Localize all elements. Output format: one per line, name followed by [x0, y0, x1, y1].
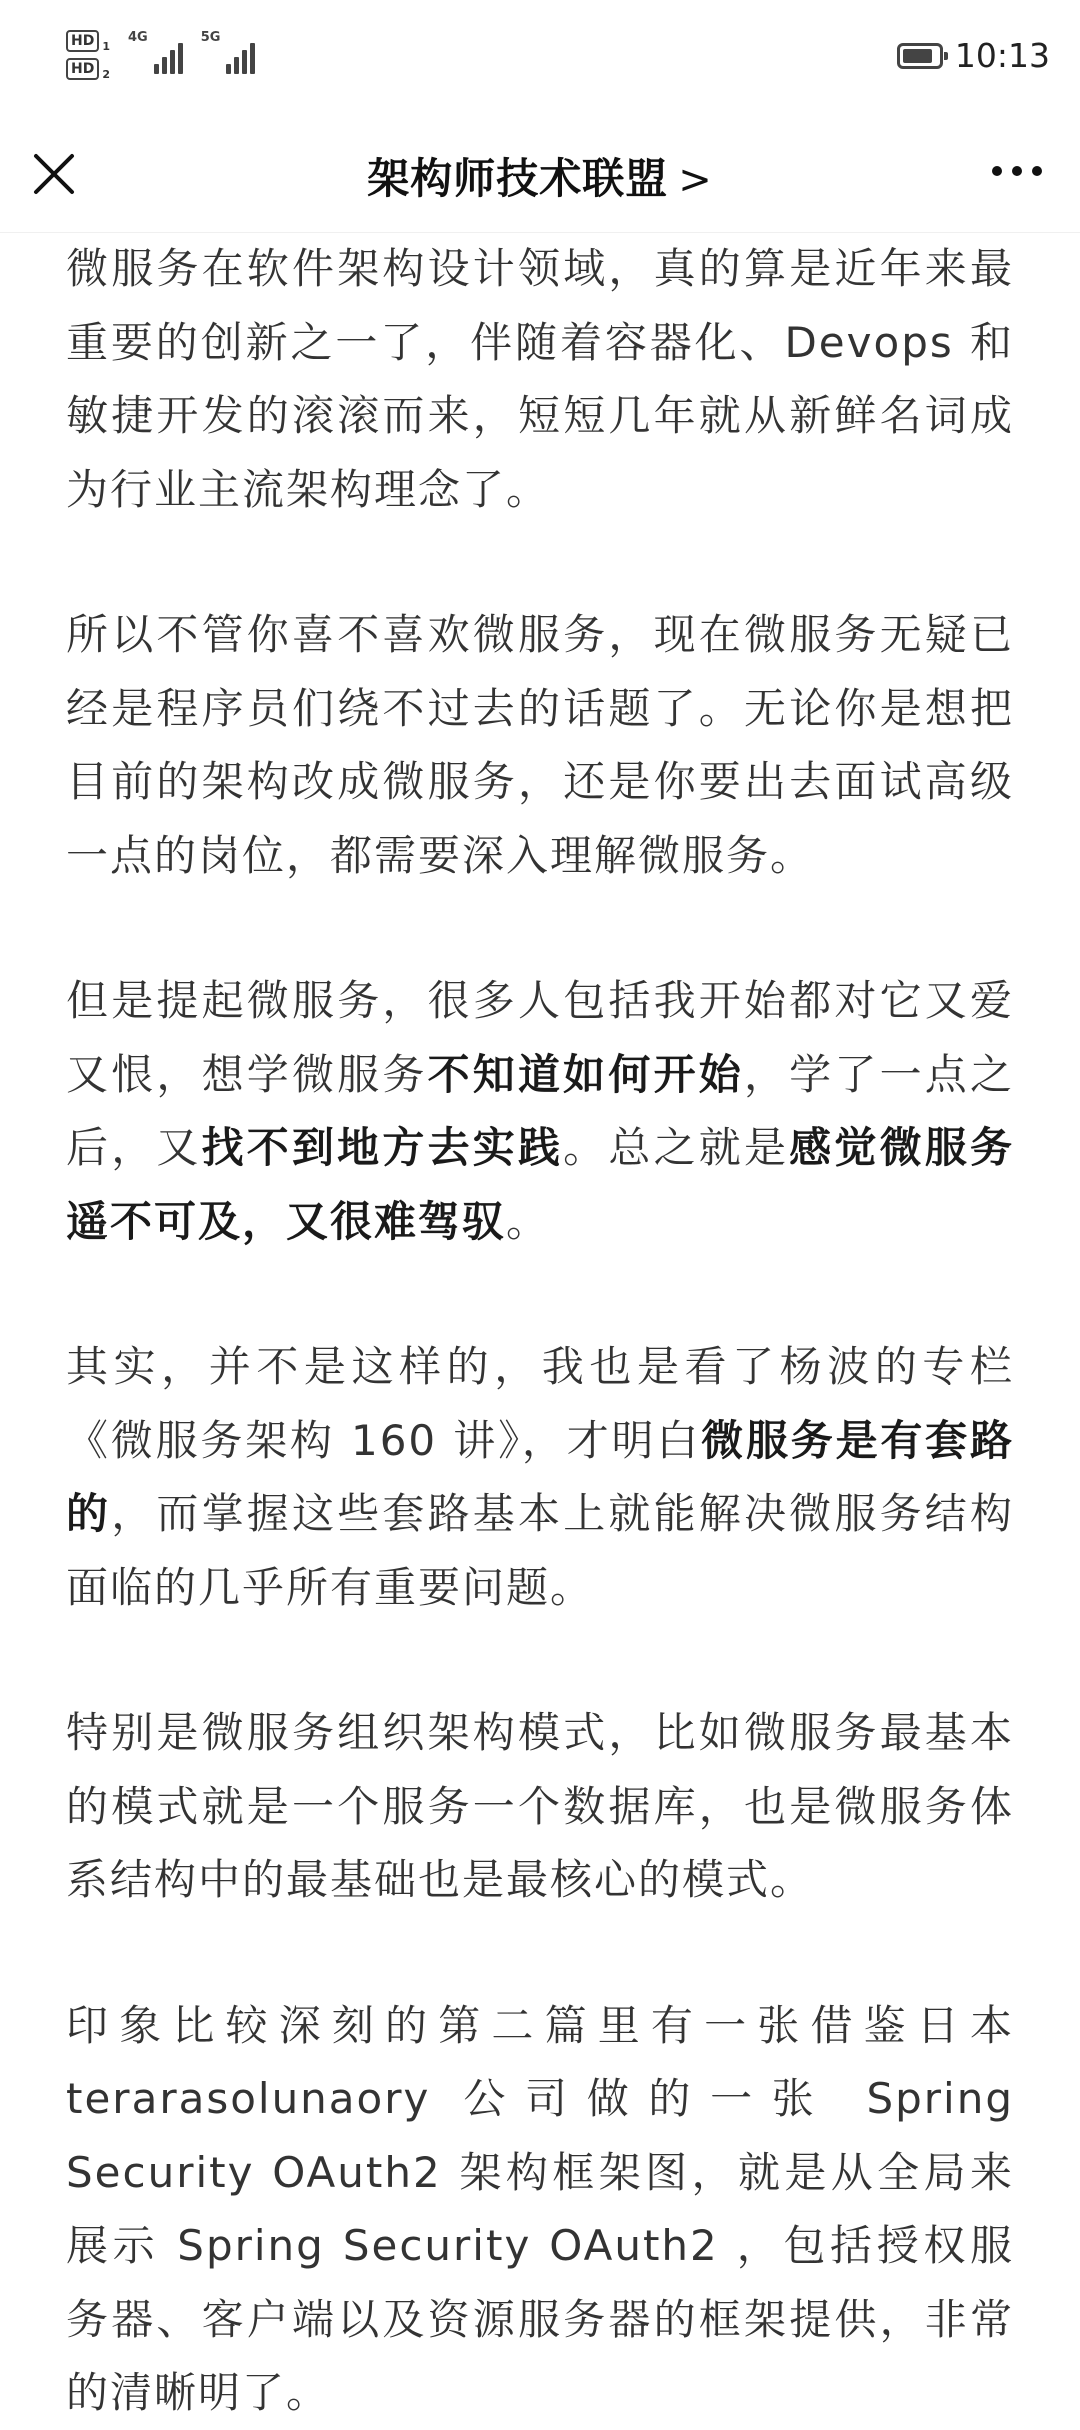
article-body: [66, 232, 1014, 2430]
clock: 10:13: [954, 36, 1050, 75]
sim1-hd-icon: HD 1: [66, 30, 110, 52]
account-title-link[interactable]: [0, 146, 1080, 206]
nav-bar: [0, 120, 1080, 233]
bold-phrase: 不知道如何开始: [427, 1049, 744, 1099]
more-icon[interactable]: [992, 166, 1042, 176]
bold-phrase: 感觉微服务遥不可及，又很难驾驭: [66, 1123, 1014, 1246]
bold-phrase: 找不到地方去实践: [201, 1123, 564, 1172]
paragraph-2: 所以不管你喜不喜欢微服务，现在微服务无疑已经是程序员们绕不过去的话题了。无论你是想把目前的架构改成微服务，还是你要出去面试高级一点的岗位，都需要深入理解微服务。: [66, 610, 1014, 880]
chevron-right-icon: >: [678, 157, 713, 203]
paragraph-3: 但是提起微服务，很多人包括我开始都对它又爱又恨，想学微服务不知道如何开始，学了一点之后，又找不到地方去实践。总之就是感觉微服务遥不可及，又很难驾驭。: [66, 976, 1014, 1246]
paragraph-6: 印象比较深刻的第二篇里有一张借鉴日本 terarasolunaory 公司做的一张 Spring Security OAuth2 架构框架图，就是从全局来展示 Spring Security OAuth2 ，包括授权服务器、客户端以及资源服务器的框架提供，非常的清晰明了。: [66, 2000, 1014, 2417]
paragraph-1: 微服务在软件架构设计领域，真的算是近年来最重要的创新之一了，伴随着容器化、Devops 和敏捷开发的滚滚而来，短短几年就从新鲜名词成为行业主流架构理念了。: [66, 244, 1014, 514]
sim2-hd-icon: HD 2: [66, 58, 110, 80]
battery-icon: [897, 43, 943, 69]
account-title: 架构师技术联盟: [367, 154, 669, 203]
battery-level: [903, 49, 932, 63]
status-right: [897, 36, 1050, 75]
sim-indicators: [66, 30, 110, 80]
status-left: [66, 30, 255, 80]
paragraph-4: 其实，并不是这样的，我也是看了杨波的专栏《微服务架构 160 讲》，才明白微服务是有套路的，而掌握这些套路基本上就能解决微服务结构面临的几乎所有重要问题。: [66, 1342, 1014, 1612]
status-bar: [0, 0, 1080, 120]
signal-5g-icon: 5G: [201, 30, 256, 74]
bold-phrase: 微服务是有套路的: [66, 1415, 1014, 1538]
paragraph-5: 特别是微服务组织架构模式，比如微服务最基本的模式就是一个服务一个数据库，也是微服务体系结构中的最基础也是最核心的模式。: [66, 1708, 1014, 1904]
signal-4g-icon: 4G: [128, 30, 183, 74]
